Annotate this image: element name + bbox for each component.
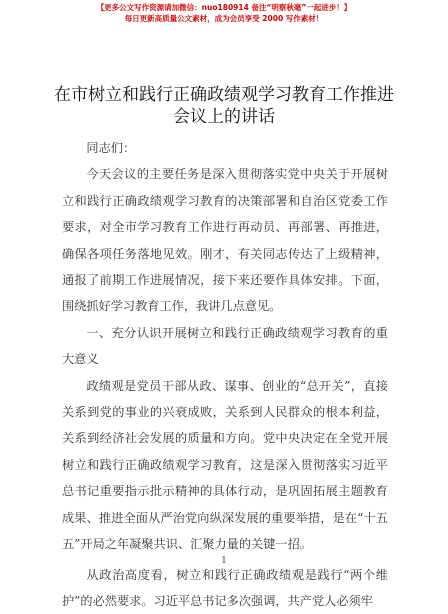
paragraph-intro: 今天会议的主要任务是深入贯彻落实党中央关于开展树立和践行正确政绩观学习教育的决策部署和自治区党委工作要求，对全市学习教育工作进行再动员、再部署、再推进，确保各项任务落地见效。刚才，有关同志传达了上级精神，通报了前期工作进展情况，接下来还要作具体安排。下面，围绕抓好学习教育工作，我讲几点意见。 xyxy=(62,161,388,319)
document-title-line-2: 会议上的讲话 xyxy=(24,106,424,128)
promo-banner-line-2: 每日更新高质量公文素材，成为会员享受 2000 写作素材！ xyxy=(0,13,448,24)
document-title xyxy=(24,84,424,128)
section-heading: 一、充分认识开展树立和践行正确政绩观学习教育的重大意义 xyxy=(62,320,388,373)
promo-banner xyxy=(0,2,448,24)
paragraph-political-height: 从政治高度看，树立和践行正确政绩观是践行“两个维护”的必然要求。习近平总书记多次强调，共产党人必须牢 xyxy=(62,562,388,614)
promo-banner-line-1: 【更多公文写作资源请加微信：nuo180914 备注“明察秋毫”一起进步！】 xyxy=(0,2,448,13)
paragraph-significance: 政绩观是党员干部从政、谋事、创业的“总开关”，直接关系到党的事业的兴衰成败，关系到人民群众的根本利益，关系到经济社会发展的质量和方向。党中央决定在全党开展树立和践行正确政绩观学习教育，这是深入贯彻落实习近平总书记重要指示批示精神的具体行动，是巩固拓展主题教育成果、推进全面从严治党向纵深发展的重要举措，是在“十五五”开局之年凝聚共识、汇聚力量的关键一招。 xyxy=(62,373,388,558)
page-number: 1 xyxy=(0,556,448,566)
document-title-line-1: 在市树立和践行正确政绩观学习教育工作推进 xyxy=(24,84,424,106)
salutation: 同志们： xyxy=(62,135,388,161)
document-body xyxy=(62,135,388,614)
